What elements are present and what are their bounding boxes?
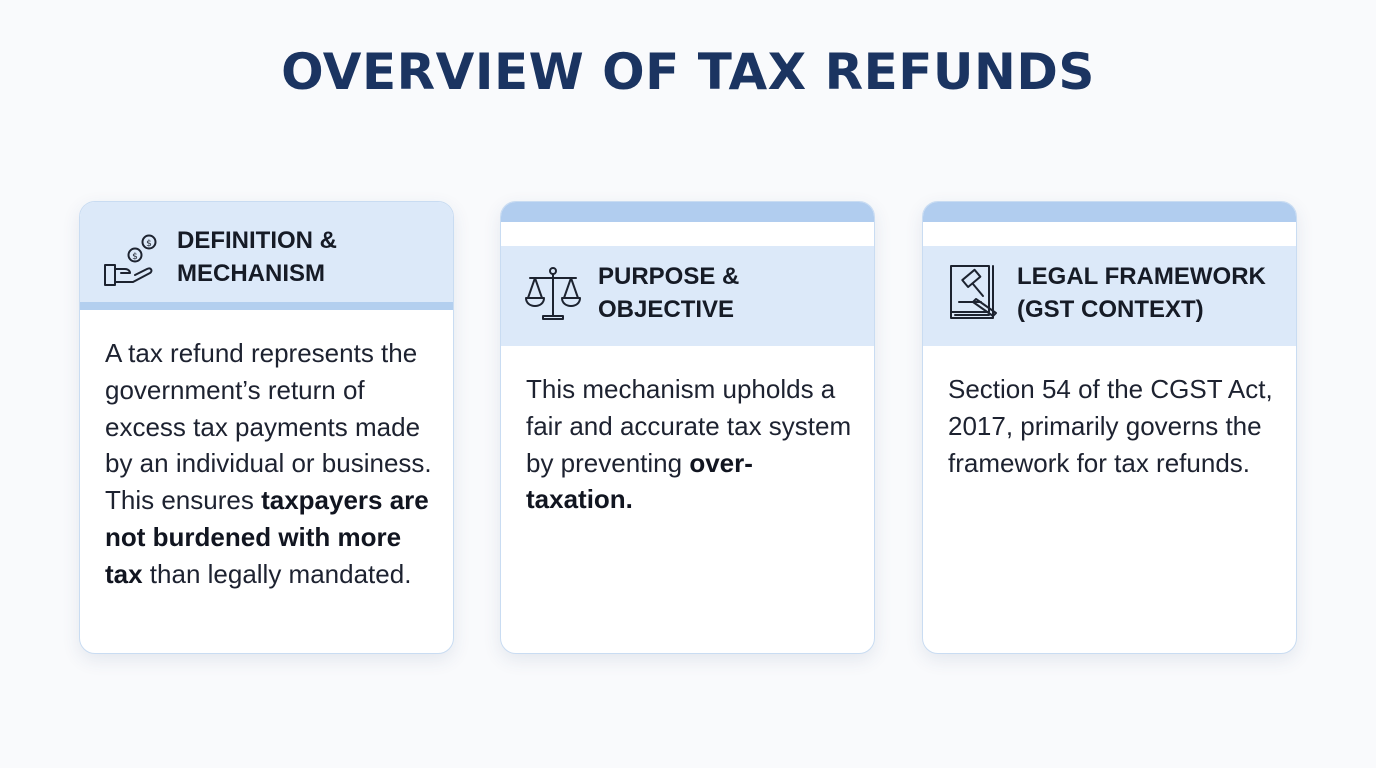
card-header — [923, 246, 1296, 346]
svg-text:$: $ — [146, 239, 152, 249]
card-title: LEGAL FRAMEWORK (GST CONTEXT) — [1017, 263, 1266, 323]
card-body-text — [105, 335, 435, 593]
card-title: PURPOSE & OBJECTIVE — [598, 263, 740, 323]
body-text: This mechanism upholds a fair and accurate tax system by preventing — [526, 374, 852, 478]
card-body-text — [948, 371, 1278, 481]
card-header — [501, 246, 874, 346]
card-purpose-objective — [500, 201, 875, 654]
balance-scale-icon — [523, 264, 583, 324]
card-legal-framework — [922, 201, 1297, 654]
card-accent-bar — [923, 202, 1296, 222]
body-text: Section 54 of the CGST Act, 2017, primarily governs the framework for tax refunds. — [948, 374, 1273, 478]
hand-holding-money-icon — [102, 230, 162, 290]
svg-text:$: $ — [132, 252, 138, 262]
page-title: OVERVIEW OF TAX REFUNDS — [281, 43, 1095, 101]
body-emphasis: taxpayers are not burdened with more tax — [105, 485, 429, 589]
card-body-text — [526, 371, 856, 518]
body-text-tail: than legally mandated. — [142, 558, 412, 589]
card-header — [80, 202, 453, 310]
body-text: A tax refund represents the government’s return of excess tax payments made by an individual or business. This ensures — [105, 338, 432, 516]
card-title: DEFINITION & MECHANISM — [177, 227, 337, 287]
law-book-gavel-icon — [943, 262, 1003, 322]
card-definition-mechanism — [79, 201, 454, 654]
card-accent-bar — [501, 202, 874, 222]
body-emphasis: over-taxation. — [526, 447, 753, 515]
